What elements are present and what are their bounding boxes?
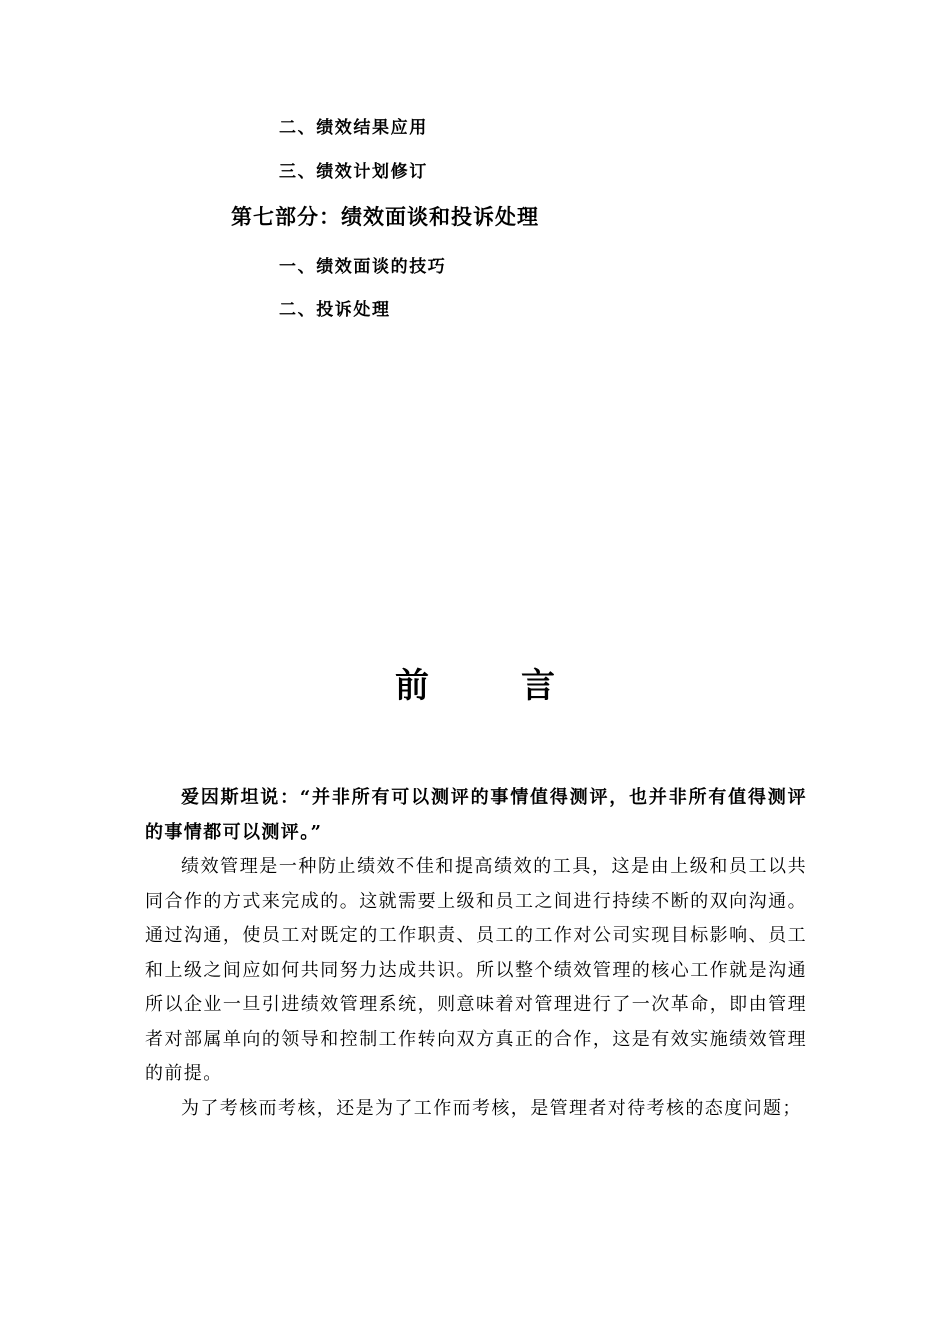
preface-paragraph-2: 为了考核而考核，还是为了工作而考核，是管理者对待考核的态度问题； — [181, 1097, 802, 1119]
preface-paragraph-1: 绩效管理是一种防止绩效不佳和提高绩效的工具，这是由上级和员工以共同合作的方式来完成的。这就需要上级和员工之间进行持续不断的双向沟通。通过沟通，使员工对既定的工作职责、员工的工作对公司实现目标影响、员工和上级之间应如何共同努力达成共识。所以整个绩效管理的核心工作就是沟通所以企业一旦引进绩效管理系统，则意味着对管理进行了一次革命，即由管理者对部属单向的领导和控制工作转向双方真正的合作，这是有效实施绩效管理的前提。 — [145, 856, 807, 1084]
preface-title-char-2: 言 — [521, 666, 555, 706]
toc-item-complaint-handling: 二、投诉处理 — [279, 300, 391, 320]
toc-item-result-application: 二、绩效结果应用 — [279, 118, 428, 138]
preface-title — [0, 664, 950, 708]
toc-item-plan-revision: 三、绩效计划修订 — [279, 162, 428, 182]
toc-part-seven-heading: 第七部分：绩效面谈和投诉处理 — [231, 204, 539, 229]
preface-body — [145, 781, 807, 1126]
preface-title-char-1: 前 — [395, 666, 429, 706]
toc-item-interview-skills: 一、绩效面谈的技巧 — [279, 257, 447, 277]
einstein-quote: 爱因斯坦说：“并非所有可以测评的事情值得测评，也并非所有值得测评的事情都可以测评。” — [145, 787, 807, 843]
